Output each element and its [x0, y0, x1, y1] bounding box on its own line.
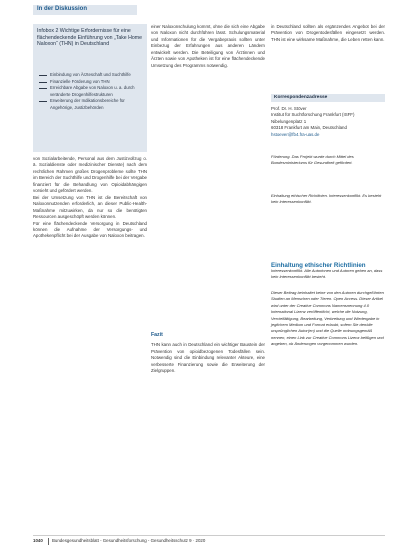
body-paragraph: einer Naloxonschulung kommt, ohne die sich eine Abgabe von Naloxon nicht durchführen lässt. Schulungsmaterial und Informationen für die Vergabepraxis sollten unter Einbezug der Erfahrungen aus anderen Ländern entwickelt werden. Die Beteiligung von Ärztinnen und Ärzten sowie von Apotheken ist für eine flächendeckende Umsetzung des Programms notwendig.	[151, 24, 265, 68]
column-2-text	[151, 24, 265, 69]
infobox-2	[33, 24, 147, 152]
funding-note: Förderung. Das Projekt wurde durch Mittel des Bundesministeriums für Gesundheit gefördert.	[271, 154, 354, 166]
body-paragraph: in Deutschland sollten als ergänzendes Angebot bei der Prävention von Drogentodesfällen eingesetzt werden. THN ist eine wirksame Maßnahme, die Leben retten kann.	[271, 24, 385, 42]
literature-intro: Interessenkonflikt. Alle Autorinnen und Autoren geben an, dass kein Interessenkonflikt besteht.	[271, 268, 383, 280]
infobox-item: Erreichbare Abgabe von Naloxon u. a. durch veränderte Drogenhilfestrukturen	[37, 85, 145, 98]
correspondence-email[interactable]: hstoever@fb4.fra-uas.de	[271, 131, 320, 137]
footer-separator	[48, 538, 49, 545]
footer-rule	[33, 535, 385, 536]
correspondence-street: Nibelungenplatz 1	[271, 118, 307, 124]
section-heading-fazit: Fazit	[151, 332, 163, 338]
literature-heading: Einhaltung ethischer Richtlinien	[271, 262, 366, 269]
conflict-note: Einhaltung ethischer Richtlinien. Interessenkonflikt. Es besteht kein Interessenkonflikt.	[271, 193, 382, 205]
column-1-text	[33, 156, 147, 240]
correspondence-address	[271, 106, 385, 138]
correspondence-author: Prof. Dr. H. Stöver	[271, 106, 307, 111]
column-2-fazit	[151, 332, 265, 375]
section-header-bar	[33, 5, 137, 15]
correspondence-header	[271, 94, 385, 102]
correspondence-city: 60318 Frankfurt am Main, Deutschland	[271, 125, 347, 131]
infobox-item: Einbindung von Ärzteschaft und Suchthilfe	[37, 72, 145, 79]
infobox-item: Erweiterung der Indikationsbereiche für Angehörige, Justizbehörden	[37, 98, 145, 111]
correspondence-institution: Institut für Suchtforschung Frankfurt (ISFF)	[271, 112, 355, 118]
correspondence-heading: Korrespondenzadresse	[274, 95, 328, 100]
body-paragraph: von Sozialarbeitende, Personal aus dem Justizvollzug o. ä. Sozialdienste oder medizinischer Dienste) nach dem rechtlichen Rahmen großes Drogenprobleme sollte THN im Bereich der Suchthilfe und Drogenhilfe bei der Vergabe finanziert für die Behandlung von Opioidabhängigen vorsieht und gefördert werden.	[33, 156, 147, 194]
journal-citation: Bundesgesundheitsblatt - Gesundheitsforschung - Gesundheitsschutz 9 · 2020	[52, 538, 206, 543]
body-paragraph: THN kann auch in Deutschland ein wichtiger Baustein der Prävention von opioidbezogenen Todesfällen sein. Notwendig sind die Einbindung relevanter Akteure, eine verbesserte Finanzierung sowie die Erweiterung der Zielgruppen.	[151, 342, 265, 374]
infobox-item: Finanzielle Förderung von THN	[37, 79, 145, 86]
body-paragraph: Bei der Umsetzung von THN ist die Bereitschaft von Naloxonnutzenden erforderlich, an dieser Public-Health-Maßnahme mitzuwirken, da nur so die benötigten Ressourcen ausgeschöpft werden können.	[33, 194, 147, 220]
page-number: 1040	[33, 538, 43, 543]
section-header-label: In der Diskussion	[37, 6, 88, 12]
body-paragraph: Für eine flächendeckende Versorgung in Deutschland können die Aufnahme der Versorgungs- und Apothekenpflicht bei der Ausgabe von Naloxon beitragen.	[33, 220, 147, 239]
literature-body: Dieser Beitrag beinhaltet keine von den Autoren durchgeführten Studien an Menschen oder Tieren. Open Access. Dieser Artikel wird unter der Creative Commons Namensnennung 4.0 International Lizenz veröffentlicht, welche die Nutzung, Vervielfältigung, Bearbeitung, Verbreitung und Wiedergabe in jeglichem Medium und Format erlaubt, sofern Sie den/die ursprünglichen Autor(en) und die Quelle ordnungsgemäß nennen, einen Link zur Creative Commons Lizenz beifügen und angeben, ob Änderungen vorgenommen wurden.	[271, 290, 384, 347]
infobox-list	[37, 72, 145, 112]
infobox-title: Infobox 2 Wichtige Erfordernisse für eine flächendeckende Einführung von „Take Home Naloxon“ (THN) in Deutschland	[37, 28, 142, 48]
page-footer	[33, 538, 385, 545]
column-3-text	[271, 24, 385, 43]
